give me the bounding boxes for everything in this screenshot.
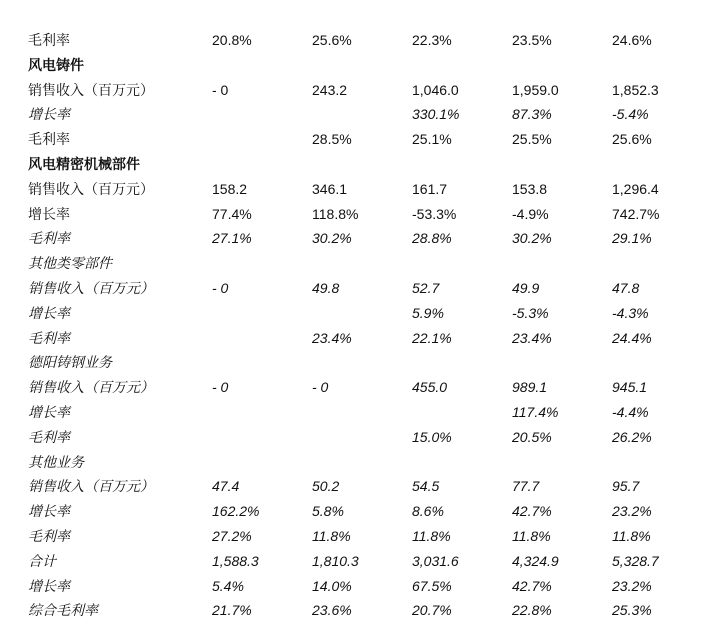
value-cell: 5,328.7 <box>612 552 659 569</box>
value-cell: 346.1 <box>312 180 348 197</box>
row-label: 合计 <box>28 552 56 569</box>
value-cell: 8.6% <box>412 503 444 520</box>
value-cell: -4.9% <box>512 205 549 222</box>
value-cell: 95.7 <box>612 478 640 495</box>
value-cell: 1,296.4 <box>612 180 659 197</box>
value-cell: 162.2% <box>212 503 260 520</box>
value-cell: 25.1% <box>412 131 452 148</box>
row-label: 毛利率 <box>28 527 70 544</box>
value-cell: 158.2 <box>212 180 248 197</box>
value-cell: 23.4% <box>312 329 352 346</box>
row-label: 销售收入（百万元） <box>28 379 154 396</box>
value-cell: - 0 <box>212 379 229 396</box>
value-cell: 1,959.0 <box>512 81 559 98</box>
row-label: 增长率 <box>28 304 70 321</box>
section-title: 风电铸件 <box>28 56 84 73</box>
row-label: 综合毛利率 <box>28 602 98 619</box>
row-label: 增长率 <box>28 503 70 520</box>
value-cell: 742.7% <box>612 205 660 222</box>
value-cell: 24.4% <box>612 329 652 346</box>
row-label: 销售收入（百万元） <box>28 279 154 296</box>
value-cell: 50.2 <box>312 478 340 495</box>
row-label: 毛利率 <box>28 131 70 148</box>
value-cell: 11.8% <box>312 527 351 544</box>
value-cell: 5.9% <box>412 304 444 321</box>
value-cell: 54.5 <box>412 478 440 495</box>
value-cell: 42.7% <box>512 577 552 594</box>
value-cell: 25.6% <box>312 32 352 48</box>
value-cell: 22.1% <box>412 329 452 346</box>
value-cell: -5.3% <box>512 304 549 321</box>
value-cell: 28.8% <box>412 230 452 247</box>
value-cell: 4,324.9 <box>512 552 559 569</box>
row-label: 销售收入（百万元） <box>28 478 154 495</box>
section-title: 风电精密机械部件 <box>28 155 140 172</box>
value-cell: - 0 <box>312 379 329 396</box>
value-cell: 87.3% <box>512 106 552 123</box>
value-cell: -53.3% <box>412 205 457 222</box>
value-cell: 118.8% <box>312 205 359 222</box>
value-cell: -4.3% <box>612 304 649 321</box>
value-cell: 23.5% <box>512 32 552 48</box>
value-cell: 1,852.3 <box>612 81 659 98</box>
value-cell: 11.8% <box>612 527 651 544</box>
value-cell: 30.2% <box>512 230 552 247</box>
value-cell: 22.8% <box>512 602 552 619</box>
value-cell: 52.7 <box>412 279 440 296</box>
row-label: 增长率 <box>28 106 70 123</box>
value-cell: 26.2% <box>612 428 652 445</box>
value-cell: 42.7% <box>512 503 552 520</box>
value-cell: 47.8 <box>612 279 640 296</box>
value-cell: 153.8 <box>512 180 548 197</box>
value-cell: 1,810.3 <box>312 552 359 569</box>
row-label: 德阳铸钢业务 <box>28 354 112 371</box>
row-label: 毛利率 <box>28 428 70 445</box>
value-cell: 330.1% <box>412 106 460 123</box>
value-cell: 20.7% <box>412 602 452 619</box>
row-label: 增长率 <box>28 577 70 594</box>
value-cell: 243.2 <box>312 81 348 98</box>
value-cell: 47.4 <box>212 478 240 495</box>
value-cell: 117.4% <box>512 403 559 420</box>
value-cell: 77.4% <box>212 205 252 222</box>
value-cell: -5.4% <box>612 106 649 123</box>
value-cell: 455.0 <box>412 379 448 396</box>
value-cell: 25.6% <box>612 131 652 148</box>
value-cell: 11.8% <box>512 527 551 544</box>
value-cell: 30.2% <box>312 230 352 247</box>
value-cell: 67.5% <box>412 577 452 594</box>
row-label: 增长率 <box>28 205 70 222</box>
row-label: 销售收入（百万元） <box>28 180 154 197</box>
value-cell: 23.2% <box>612 577 652 594</box>
value-cell: - 0 <box>212 279 229 296</box>
value-cell: 28.5% <box>312 131 352 148</box>
value-cell: 11.8% <box>412 527 451 544</box>
value-cell: 23.2% <box>612 503 652 520</box>
value-cell: - 0 <box>212 81 229 98</box>
value-cell: 1,046.0 <box>412 81 459 98</box>
row-label: 其他类零部件 <box>28 255 112 272</box>
value-cell: 945.1 <box>612 379 648 396</box>
value-cell: 5.4% <box>212 577 244 594</box>
value-cell: 25.5% <box>512 131 552 148</box>
value-cell: 23.4% <box>512 329 552 346</box>
value-cell: 49.8 <box>312 279 340 296</box>
value-cell: 20.8% <box>212 32 252 48</box>
row-label: 毛利率 <box>28 32 70 48</box>
value-cell: -4.4% <box>612 403 649 420</box>
value-cell: 989.1 <box>512 379 548 396</box>
row-label: 增长率 <box>28 403 70 420</box>
row-label: 销售收入（百万元） <box>28 81 154 98</box>
value-cell: 21.7% <box>212 602 252 619</box>
value-cell: 27.1% <box>212 230 252 247</box>
value-cell: 1,588.3 <box>212 552 259 569</box>
row-label: 其他业务 <box>28 453 84 470</box>
value-cell: 14.0% <box>312 577 352 594</box>
value-cell: 27.2% <box>212 527 252 544</box>
value-cell: 3,031.6 <box>412 552 459 569</box>
value-cell: 25.3% <box>612 602 652 619</box>
value-cell: 20.5% <box>512 428 552 445</box>
value-cell: 5.8% <box>312 503 344 520</box>
row-label: 毛利率 <box>28 329 70 346</box>
value-cell: 29.1% <box>612 230 652 247</box>
value-cell: 24.6% <box>612 32 652 48</box>
value-cell: 15.0% <box>412 428 452 445</box>
value-cell: 49.9 <box>512 279 540 296</box>
value-cell: 23.6% <box>312 602 352 619</box>
value-cell: 161.7 <box>412 180 448 197</box>
row-label: 毛利率 <box>28 230 70 247</box>
value-cell: 77.7 <box>512 478 540 495</box>
value-cell: 22.3% <box>412 32 452 48</box>
